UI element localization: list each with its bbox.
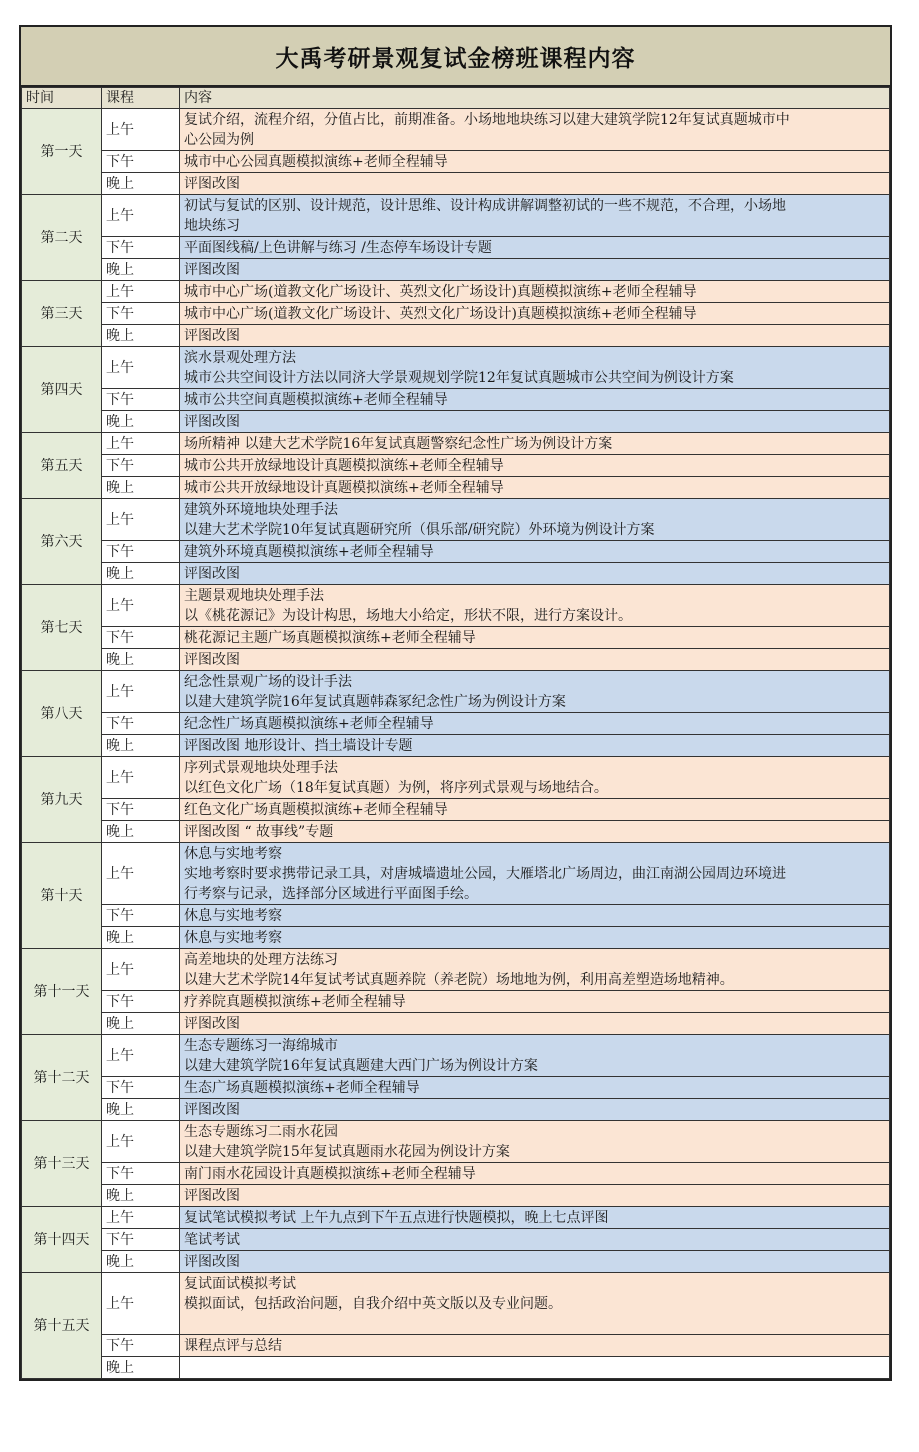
content-line: 城市中心公园真题模拟演练+老师全程辅导	[184, 153, 448, 170]
content-line: 以建大艺术学院10年复试真题研究所（俱乐部/研究院）外环境为例设计方案	[184, 521, 655, 538]
schedule-row	[22, 477, 890, 499]
schedule-row	[22, 151, 890, 173]
schedule-row	[22, 949, 890, 991]
content-line: 复试介绍，流程介绍，分值占比，前期准备。小场地地块练习以建大建筑学院12年复试真题城市中	[184, 111, 790, 128]
slot-content	[180, 671, 890, 713]
content-line: 城市中心广场(道教文化广场设计、英烈文化广场设计)真题模拟演练+老师全程辅导	[184, 305, 697, 322]
schedule-row	[22, 411, 890, 433]
slot-content	[180, 585, 890, 627]
schedule-row	[22, 927, 890, 949]
slot-content	[180, 735, 890, 757]
schedule-row	[22, 541, 890, 563]
content-line: 主题景观地块处理手法	[184, 587, 324, 604]
slot-label: 晚上	[102, 173, 180, 195]
schedule-row	[22, 325, 890, 347]
slot-content	[180, 259, 890, 281]
slot-label: 晚上	[102, 477, 180, 499]
day-label: 第二天	[22, 195, 102, 281]
schedule-row	[22, 237, 890, 259]
content-line: 评图改图	[184, 565, 240, 582]
slot-label: 晚上	[102, 1357, 180, 1379]
schedule-row	[22, 757, 890, 799]
content-line: 疗养院真题模拟演练+老师全程辅导	[184, 993, 406, 1010]
schedule-sheet	[19, 25, 892, 1381]
slot-content	[180, 1273, 890, 1335]
schedule-row	[22, 843, 890, 905]
content-line: 以建大建筑学院16年复试真题建大西门广场为例设计方案	[184, 1057, 538, 1074]
content-line: 地块练习	[184, 217, 240, 234]
content-line: 生态专题练习一海绵城市	[184, 1037, 338, 1054]
schedule-row	[22, 735, 890, 757]
content-line: 评图改图 地形设计、挡土墙设计专题	[184, 737, 413, 754]
content-line: 纪念性景观广场的设计手法	[184, 673, 352, 690]
slot-content	[180, 927, 890, 949]
content-line: 红色文化广场真题模拟演练+老师全程辅导	[184, 801, 448, 818]
content-line: 心公园为例	[184, 131, 254, 148]
slot-content	[180, 281, 890, 303]
day-label: 第八天	[22, 671, 102, 757]
slot-label: 下午	[102, 1163, 180, 1185]
slot-content	[180, 1121, 890, 1163]
slot-label: 上午	[102, 281, 180, 303]
schedule-row	[22, 1207, 890, 1229]
content-line: 休息与实地考察	[184, 845, 282, 862]
content-line: 桃花源记主题广场真题模拟演练+老师全程辅导	[184, 629, 476, 646]
slot-label: 上午	[102, 109, 180, 151]
slot-content	[180, 799, 890, 821]
schedule-row	[22, 1229, 890, 1251]
slot-label: 晚上	[102, 649, 180, 671]
day-label: 第四天	[22, 347, 102, 433]
content-line: 南门雨水花园设计真题模拟演练+老师全程辅导	[184, 1165, 476, 1182]
slot-label: 晚上	[102, 735, 180, 757]
schedule-row	[22, 1335, 890, 1357]
schedule-row	[22, 1013, 890, 1035]
content-line: 建筑外环境地块处理手法	[184, 501, 338, 518]
content-line: 复试笔试模拟考试 上午九点到下午五点进行快题模拟，晚上七点评图	[184, 1209, 609, 1226]
content-line: 休息与实地考察	[184, 929, 282, 946]
content-line: 以红色文化广场（18年复试真题）为例，将序列式景观与场地结合。	[184, 779, 608, 796]
slot-label: 下午	[102, 1229, 180, 1251]
schedule-row	[22, 499, 890, 541]
content-line: 实地考察时要求携带记录工具，对唐城墙遗址公园，大雁塔北广场周边，曲江南湖公园周边环境进	[184, 865, 786, 882]
day-label: 第六天	[22, 499, 102, 585]
content-line: 初试与复试的区别、设计规范，设计思维、设计构成讲解调整初试的一些不规范，不合理，小场地	[184, 197, 786, 214]
slot-content	[180, 1251, 890, 1273]
content-line: 以《桃花源记》为设计构思，场地大小给定，形状不限，进行方案设计。	[184, 607, 632, 624]
content-line: 评图改图	[184, 1015, 240, 1032]
slot-label: 上午	[102, 499, 180, 541]
content-line: 笔试考试	[184, 1231, 240, 1248]
content-line: 序列式景观地块处理手法	[184, 759, 338, 776]
slot-content	[180, 1357, 890, 1379]
content-line: 城市公共空间设计方法以同济大学景观规划学院12年复试真题城市公共空间为例设计方案	[184, 369, 734, 386]
slot-label: 晚上	[102, 821, 180, 843]
header-row	[22, 88, 890, 109]
schedule-row	[22, 713, 890, 735]
slot-label: 晚上	[102, 411, 180, 433]
day-label: 第十一天	[22, 949, 102, 1035]
header-content: 内容	[180, 88, 890, 109]
day-label: 第三天	[22, 281, 102, 347]
content-line: 生态广场真题模拟演练+老师全程辅导	[184, 1079, 420, 1096]
slot-label: 下午	[102, 799, 180, 821]
slot-content	[180, 757, 890, 799]
slot-label: 上午	[102, 585, 180, 627]
content-line: 城市公共开放绿地设计真题模拟演练+老师全程辅导	[184, 457, 504, 474]
content-line: 以建大艺术学院14年复试考试真题养院（养老院）场地地为例，利用高差塑造场地精神。	[184, 971, 734, 988]
schedule-row	[22, 671, 890, 713]
slot-label: 晚上	[102, 563, 180, 585]
slot-content	[180, 713, 890, 735]
schedule-row	[22, 563, 890, 585]
schedule-row	[22, 905, 890, 927]
day-label: 第十四天	[22, 1207, 102, 1273]
slot-label: 下午	[102, 1335, 180, 1357]
content-line: 课程点评与总结	[184, 1337, 282, 1354]
slot-content	[180, 1013, 890, 1035]
slot-label: 下午	[102, 627, 180, 649]
slot-label: 上午	[102, 671, 180, 713]
content-line: 纪念性广场真题模拟演练+老师全程辅导	[184, 715, 434, 732]
slot-content	[180, 303, 890, 325]
schedule-row	[22, 347, 890, 389]
slot-content	[180, 949, 890, 991]
slot-content	[180, 1207, 890, 1229]
content-line: 评图改图	[184, 1187, 240, 1204]
day-label: 第七天	[22, 585, 102, 671]
day-label: 第十二天	[22, 1035, 102, 1121]
slot-content	[180, 1185, 890, 1207]
slot-label: 上午	[102, 433, 180, 455]
header-time: 时间	[22, 88, 102, 109]
slot-label: 下午	[102, 713, 180, 735]
content-line: 城市公共空间真题模拟演练+老师全程辅导	[184, 391, 448, 408]
slot-label: 下午	[102, 455, 180, 477]
schedule-row	[22, 455, 890, 477]
content-line: 评图改图	[184, 651, 240, 668]
slot-content	[180, 1077, 890, 1099]
content-line: 评图改图 “ 故事线”专题	[184, 823, 334, 840]
slot-content	[180, 151, 890, 173]
slot-label: 晚上	[102, 1251, 180, 1273]
schedule-row	[22, 1357, 890, 1379]
day-label: 第九天	[22, 757, 102, 843]
schedule-row	[22, 1121, 890, 1163]
content-line	[184, 1314, 885, 1334]
slot-content	[180, 477, 890, 499]
content-line: 评图改图	[184, 327, 240, 344]
schedule-table	[21, 87, 890, 1379]
slot-content	[180, 237, 890, 259]
content-line: 评图改图	[184, 175, 240, 192]
slot-label: 下午	[102, 991, 180, 1013]
schedule-row	[22, 195, 890, 237]
slot-label: 上午	[102, 1273, 180, 1335]
content-line: 生态专题练习二雨水花园	[184, 1123, 338, 1140]
schedule-row	[22, 389, 890, 411]
schedule-row	[22, 173, 890, 195]
slot-label: 晚上	[102, 325, 180, 347]
content-line: 休息与实地考察	[184, 907, 282, 924]
slot-content	[180, 563, 890, 585]
schedule-row	[22, 627, 890, 649]
slot-label: 下午	[102, 541, 180, 563]
slot-label: 上午	[102, 1035, 180, 1077]
schedule-row	[22, 1099, 890, 1121]
schedule-row	[22, 1185, 890, 1207]
slot-content	[180, 389, 890, 411]
schedule-row	[22, 1273, 890, 1335]
content-line: 城市公共开放绿地设计真题模拟演练+老师全程辅导	[184, 479, 504, 496]
slot-label: 下午	[102, 905, 180, 927]
header-course: 课程	[102, 88, 180, 109]
slot-label: 上午	[102, 949, 180, 991]
content-line: 以建大建筑学院15年复试真题雨水花园为例设计方案	[184, 1143, 510, 1160]
content-line: 建筑外环境真题模拟演练+老师全程辅导	[184, 543, 434, 560]
slot-label: 上午	[102, 757, 180, 799]
schedule-row	[22, 281, 890, 303]
slot-label: 下午	[102, 237, 180, 259]
slot-content	[180, 821, 890, 843]
slot-label: 上午	[102, 1121, 180, 1163]
slot-content	[180, 109, 890, 151]
slot-content	[180, 1099, 890, 1121]
day-label: 第十五天	[22, 1273, 102, 1379]
content-line: 评图改图	[184, 413, 240, 430]
schedule-row	[22, 821, 890, 843]
schedule-row	[22, 1163, 890, 1185]
page-title: 大禹考研景观复试金榜班课程内容	[21, 27, 890, 87]
slot-label: 上午	[102, 843, 180, 905]
schedule-row	[22, 109, 890, 151]
slot-content	[180, 991, 890, 1013]
slot-content	[180, 433, 890, 455]
slot-label: 上午	[102, 1207, 180, 1229]
slot-content	[180, 1163, 890, 1185]
content-line: 滨水景观处理方法	[184, 349, 296, 366]
schedule-row	[22, 991, 890, 1013]
schedule-row	[22, 433, 890, 455]
slot-label: 下午	[102, 151, 180, 173]
slot-content	[180, 411, 890, 433]
day-label: 第十天	[22, 843, 102, 949]
slot-content	[180, 627, 890, 649]
content-line: 场所精神 以建大艺术学院16年复试真题警察纪念性广场为例设计方案	[184, 435, 613, 452]
slot-content	[180, 173, 890, 195]
slot-content	[180, 843, 890, 905]
slot-label: 晚上	[102, 1013, 180, 1035]
slot-content	[180, 1335, 890, 1357]
schedule-row	[22, 649, 890, 671]
content-line: 模拟面试，包括政治问题，自我介绍中英文版以及专业问题。	[184, 1295, 562, 1312]
slot-label: 晚上	[102, 1099, 180, 1121]
schedule-row	[22, 1077, 890, 1099]
content-line: 评图改图	[184, 1253, 240, 1270]
slot-label: 晚上	[102, 927, 180, 949]
content-line	[184, 1358, 885, 1378]
day-label: 第十三天	[22, 1121, 102, 1207]
content-line: 行考察与记录，选择部分区域进行平面图手绘。	[184, 885, 478, 902]
schedule-row	[22, 303, 890, 325]
slot-content	[180, 905, 890, 927]
content-line: 复试面试模拟考试	[184, 1275, 296, 1292]
schedule-row	[22, 585, 890, 627]
day-label: 第五天	[22, 433, 102, 499]
content-line: 高差地块的处理方法练习	[184, 951, 338, 968]
slot-content	[180, 455, 890, 477]
slot-content	[180, 347, 890, 389]
slot-content	[180, 195, 890, 237]
slot-label: 下午	[102, 1077, 180, 1099]
slot-label: 上午	[102, 347, 180, 389]
schedule-row	[22, 1035, 890, 1077]
content-line: 城市中心广场(道教文化广场设计、英烈文化广场设计)真题模拟演练+老师全程辅导	[184, 283, 697, 300]
schedule-row	[22, 799, 890, 821]
schedule-row	[22, 1251, 890, 1273]
day-label: 第一天	[22, 109, 102, 195]
slot-label: 晚上	[102, 259, 180, 281]
slot-label: 上午	[102, 195, 180, 237]
slot-label: 下午	[102, 303, 180, 325]
schedule-row	[22, 259, 890, 281]
content-line: 评图改图	[184, 1101, 240, 1118]
content-line: 平面图线稿/上色讲解与练习 /生态停车场设计专题	[184, 239, 492, 256]
slot-content	[180, 325, 890, 347]
content-line: 以建大建筑学院16年复试真题韩森冢纪念性广场为例设计方案	[184, 693, 566, 710]
slot-content	[180, 649, 890, 671]
slot-content	[180, 541, 890, 563]
slot-content	[180, 1229, 890, 1251]
slot-label: 晚上	[102, 1185, 180, 1207]
slot-label: 下午	[102, 389, 180, 411]
slot-content	[180, 499, 890, 541]
slot-content	[180, 1035, 890, 1077]
content-line: 评图改图	[184, 261, 240, 278]
